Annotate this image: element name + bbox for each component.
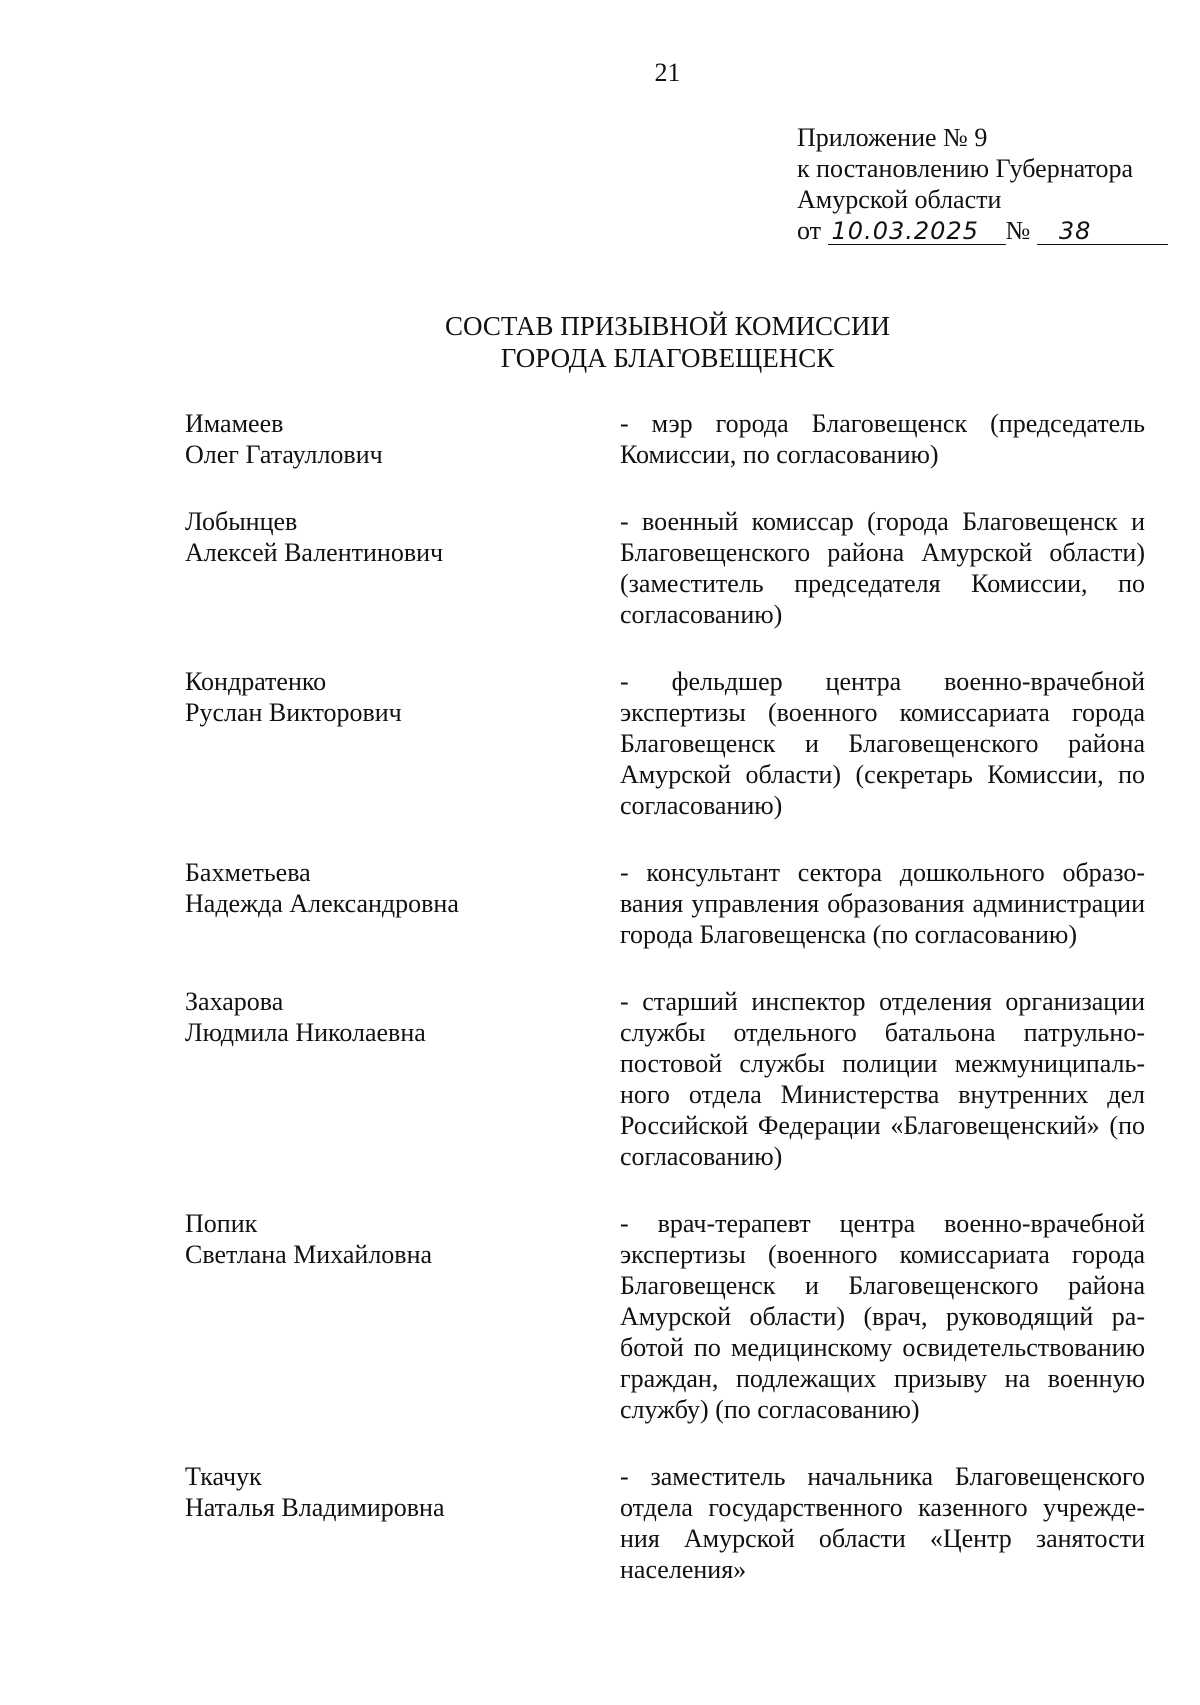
member-row [185,408,1145,470]
member-given-name: Руслан Викторович [185,698,402,727]
member-role: - военный комиссар (города Благовещенск и Благовещенского района Амурской области) (заместитель председателя Комиссии, по согласованию) [620,507,1145,629]
appendix-line-3: Амурской области [797,185,1002,214]
member-row [185,666,1145,821]
number-label: № [1005,216,1031,245]
member-surname: Попик [185,1209,258,1238]
member-name [185,506,605,630]
handwritten-date: 10.03.2025 [828,218,1006,245]
page-number: 21 [654,58,681,87]
title-line-1: СОСТАВ ПРИЗЫВНОЙ КОМИССИИ [445,311,890,341]
from-label: от [797,216,822,245]
member-row [185,506,1145,630]
member-surname: Ткачук [185,1462,262,1491]
member-row [185,986,1145,1172]
member-surname: Кондратенко [185,667,327,696]
appendix-line-2: к постановлению Губернатора [797,154,1134,183]
member-role: - старший инспектор отделения организации службы отдельного батальона патрульно-постовой службы полиции межмуниципального отдела Министерства внутренних дел Российской Федерации «Благовещенский» (по согласованию) [620,987,1145,1171]
member-role: - врач-терапевт центра военно-врачебной экспертизы (военного комиссариата города Благовещенск и Благовещенского района Амурской области) (врач, руководящий работой по медицинскому освидетельствованию граждан, подлежащих призыву на военную службу) (по согласованию) [620,1209,1145,1424]
member-row [185,1208,1145,1425]
member-row [185,1461,1145,1585]
title-line-2: ГОРОДА БЛАГОВЕЩЕНСК [500,343,835,373]
member-role: - заместитель начальника Благовещенского отдела государственного казенного учреждения Амурской области «Центр занятости населения» [620,1462,1145,1584]
member-given-name: Алексей Валентинович [185,538,444,567]
members-list [185,408,1145,1621]
handwritten-number: 38 [1037,218,1168,245]
member-given-name: Олег Гатауллович [185,440,383,469]
member-surname: Бахметьева [185,858,311,887]
member-surname: Захарова [185,987,284,1016]
member-given-name: Наталья Владимировна [185,1493,445,1522]
member-given-name: Надежда Александровна [185,889,459,918]
member-surname: Имамеев [185,409,284,438]
member-name [185,1208,605,1425]
appendix-date-line [797,215,1168,246]
document-title [0,310,1200,374]
member-row [185,857,1145,950]
member-name [185,986,605,1172]
member-role: - мэр города Благовещенск (председатель Комиссии, по согласованию) [620,409,1145,469]
appendix-line-1: Приложение № 9 [797,123,988,152]
appendix-block [797,122,1168,246]
member-name [185,666,605,821]
member-role: - консультант сектора дошкольного образования управления образования администрации города Благовещенска (по согласованию) [620,858,1145,949]
member-role: - фельдшер центра военно-врачебной экспертизы (военного комиссариата города Благовещенск и Благовещенского района Амурской области) (секретарь Комиссии, по согласованию) [620,667,1145,820]
member-given-name: Светлана Михайловна [185,1240,433,1269]
member-name [185,1461,605,1585]
member-surname: Лобынцев [185,507,298,536]
member-given-name: Людмила Николаевна [185,1018,426,1047]
member-name [185,408,605,470]
member-name [185,857,605,950]
